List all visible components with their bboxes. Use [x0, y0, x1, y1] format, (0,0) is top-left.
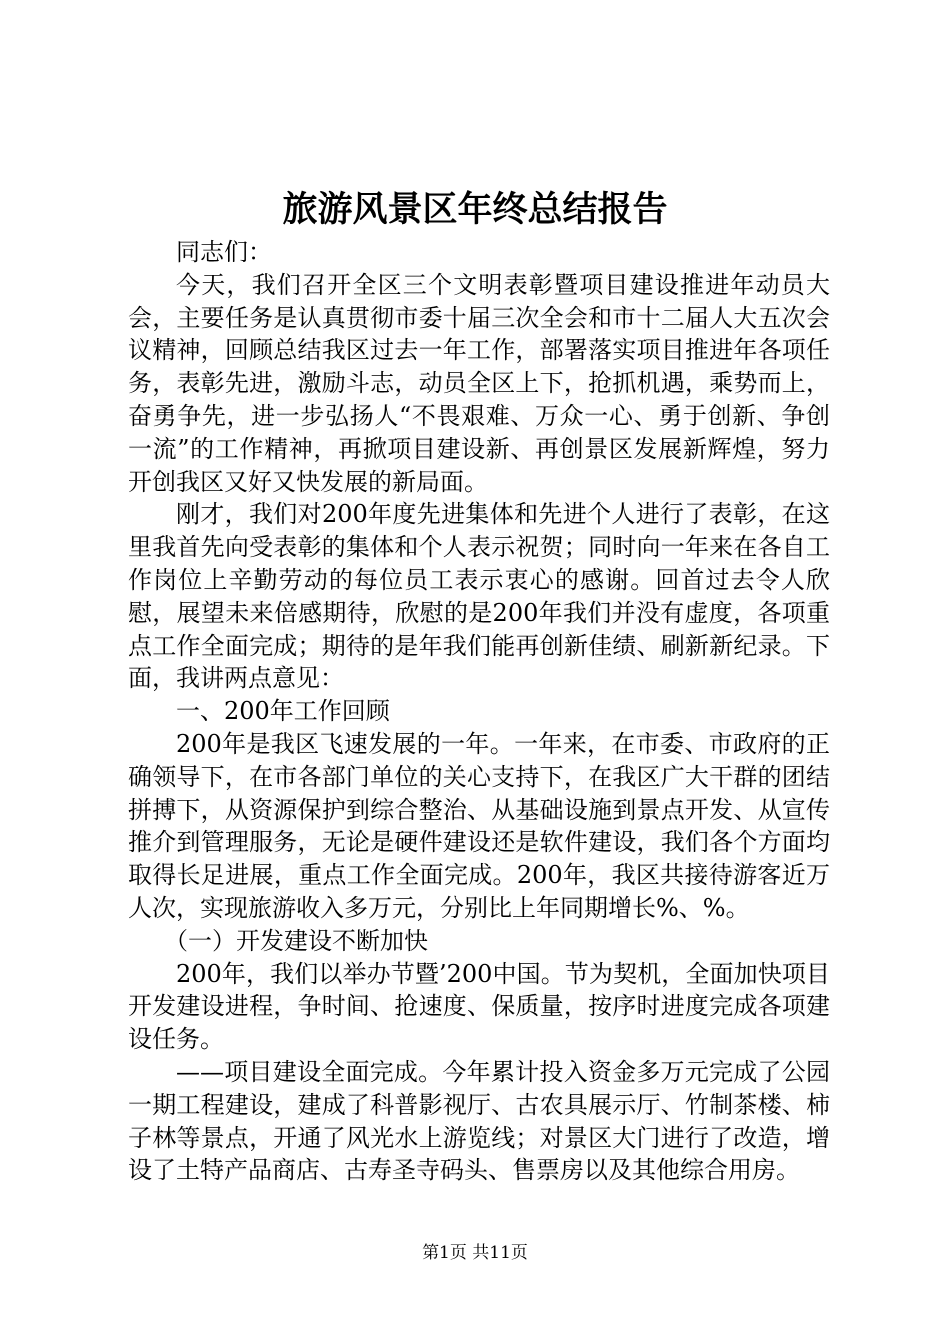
- salutation: 同志们：: [176, 238, 272, 266]
- paragraph-development: 200年，我们以举办节暨’200中国。节为契机，全面加快项目开发建设进程，争时间、抢速度、保质量，按序时进度完成各项建设任务。: [128, 959, 830, 1054]
- subsection-heading: （一）开发建设不断加快: [164, 926, 428, 955]
- page-footer: 第1页 共11页: [422, 1243, 528, 1263]
- paragraph-review: 200年是我区飞速发展的一年。一年来，在市委、市政府的正确领导下，在市各部门单位的关心支持下，在我区广大干群的团结拼搏下，从资源保护到综合整治、从基础设施到景点开发、从宣传推介到管理服务，无论是硬件建设还是软件建设，我们各个方面均取得长足进展，重点工作全面完成。200年，我区共接待游客近万人次，实现旅游收入多万元，分别比上年同期增长%、%。: [128, 729, 830, 922]
- paragraph-commendation: 刚才，我们对200年度先进集体和先进个人进行了表彰，在这里我首先向受表彰的集体和个人表示祝贺；同时向一年来在各自工作岗位上辛勤劳动的每位员工表示衷心的感谢。回首过去令人欣慰，展望未来倍感期待，欣慰的是200年我们并没有虚度，各项重点工作全面完成；期待的是年我们能再创新佳绩、刷新新纪录。下面，我讲两点意见：: [128, 500, 830, 693]
- paragraph-intro: 今天，我们召开全区三个文明表彰暨项目建设推进年动员大会，主要任务是认真贯彻市委十届三次全会和市十二届人大五次会议精神，回顾总结我区过去一年工作，部署落实项目推进年各项任务，表彰先进，激励斗志，动员全区上下，抢抓机遇，乘势而上，奋勇争先，进一步弘扬人“不畏艰难、万众一心、勇于创新、争创一流”的工作精神，再掀项目建设新、再创景区发展新辉煌，努力开创我区又好又快发展的新局面。: [128, 270, 830, 496]
- document-title: 旅游风景区年终总结报告: [282, 189, 668, 230]
- document-body: [128, 236, 830, 1187]
- section-heading: 一、200年工作回顾: [176, 697, 390, 726]
- paragraph-projects: ——项目建设全面完成。今年累计投入资金多万元完成了公园一期工程建设，建成了科普影视厅、古农具展示厅、竹制茶楼、柿子林等景点，开通了风光水上游览线；对景区大门进行了改造，增设了土特产品商店、古寿圣寺码头、售票房以及其他综合用房。: [128, 1057, 830, 1185]
